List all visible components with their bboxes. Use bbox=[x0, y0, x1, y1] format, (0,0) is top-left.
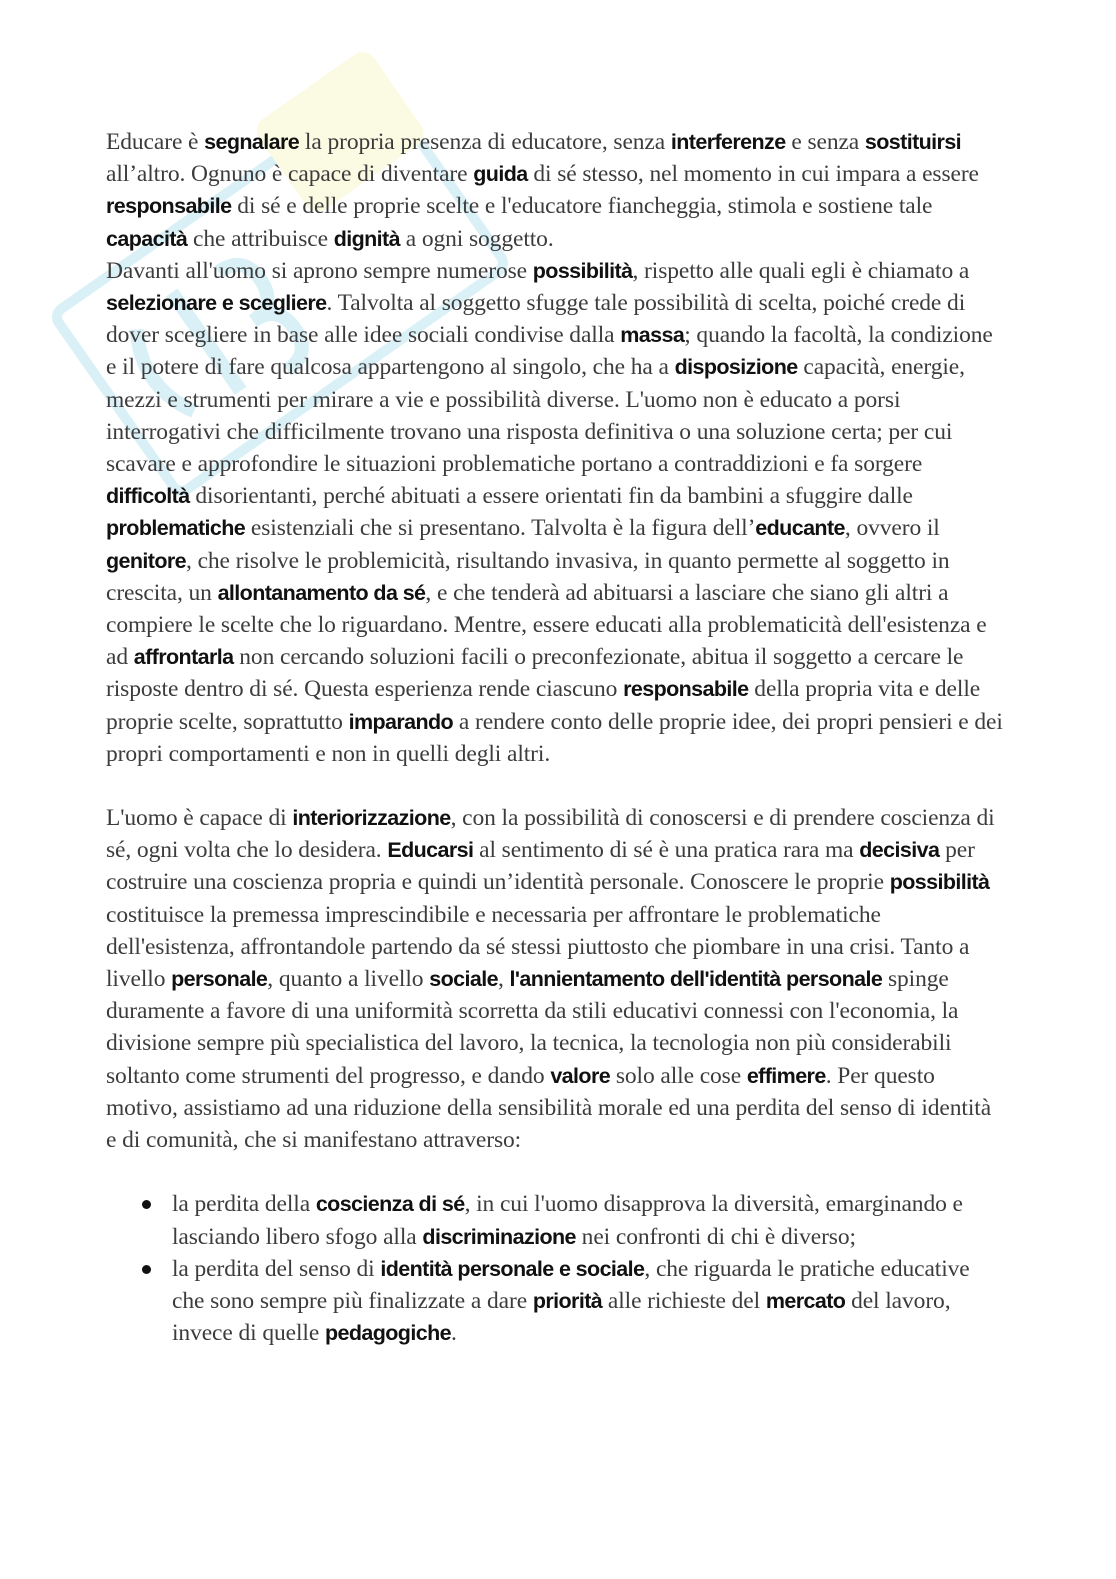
highlighted-term: possibilità bbox=[532, 258, 633, 283]
highlighted-term: Educarsi bbox=[387, 838, 474, 863]
highlighted-term: effimere bbox=[746, 1063, 826, 1088]
text-run: Davanti all'uomo si aprono sempre numerose bbox=[106, 257, 533, 284]
list-item bbox=[106, 1188, 1006, 1252]
highlighted-term: identità personale e sociale bbox=[380, 1256, 645, 1281]
text-run: , ovvero il bbox=[844, 515, 940, 542]
text-run: di sé stesso, nel momento in cui impara a essere bbox=[527, 161, 979, 188]
text-run: , bbox=[497, 966, 510, 993]
document-body bbox=[106, 126, 1006, 1349]
text-run: , e che tenderà ad abituarsi a lasciare che siano gli altri a compiere le scelte che lo riguardano. Mentre, essere educati alla problematicità dell'esistenza e ad bbox=[106, 579, 987, 671]
highlighted-term: interiorizzazione bbox=[292, 806, 451, 831]
highlighted-term: allontanamento da sé bbox=[217, 580, 426, 605]
text-run: la perdita del senso di bbox=[172, 1255, 381, 1282]
highlighted-term: possibilità bbox=[889, 870, 990, 895]
highlighted-term: l'annientamento dell'identità personale bbox=[509, 967, 883, 992]
paragraph-gap bbox=[106, 1156, 1006, 1188]
highlighted-term: massa bbox=[620, 323, 685, 348]
highlighted-term: disposizione bbox=[674, 355, 798, 380]
text-run: , quanto a livello bbox=[267, 966, 430, 993]
text-run: la propria presenza di educatore, senza bbox=[299, 129, 671, 155]
highlighted-term: capacità bbox=[106, 226, 188, 251]
bullet-list bbox=[106, 1188, 1006, 1349]
highlighted-term: mercato bbox=[765, 1288, 846, 1313]
text-run: al sentimento di sé è una pratica rara ma bbox=[473, 837, 860, 864]
list-item bbox=[106, 1253, 1006, 1350]
text-run: capacità, energie, mezzi e strumenti per mirare a vie e possibilità diverse. L'uomo non è educato a porsi interrogativi che difficilmente trovano una risposta definitiva o una soluzione certa; per cui scavare e approfondire le situazioni problematiche portano a contraddizioni e fa sorgere bbox=[106, 354, 965, 478]
highlighted-term: problematiche bbox=[106, 516, 246, 541]
text-run: del lavoro, invece di quelle bbox=[172, 1287, 951, 1347]
highlighted-term: genitore bbox=[106, 548, 187, 573]
paragraph bbox=[106, 126, 1006, 770]
highlighted-term: imparando bbox=[348, 709, 454, 734]
highlighted-term: priorità bbox=[532, 1288, 603, 1313]
paragraph-gap bbox=[106, 770, 1006, 802]
highlighted-term: sociale bbox=[429, 967, 498, 992]
highlighted-term: interferenze bbox=[670, 130, 786, 154]
highlighted-term: responsabile bbox=[106, 194, 232, 219]
bullet-icon bbox=[142, 1200, 151, 1209]
text-run: , che risolve le problemicità, risultando invasiva, in quanto permette al soggetto in crescita, un bbox=[106, 547, 950, 606]
text-run: ; quando la facoltà, la condizione e il potere di fare qualcosa appartengono al singolo, che ha a bbox=[106, 322, 993, 381]
text-run: di sé e delle proprie scelte e l'educatore fiancheggia, stimola e sostiene tale bbox=[231, 193, 933, 220]
text-run: alle richieste del bbox=[602, 1287, 766, 1314]
text-run: esistenziali che si presentano. Talvolta è la figura dell’ bbox=[245, 515, 756, 542]
highlighted-term: affrontarla bbox=[133, 645, 234, 670]
text-run: nei confronti di chi è diverso; bbox=[575, 1223, 856, 1250]
highlighted-term: difficoltà bbox=[106, 484, 190, 509]
highlighted-term: personale bbox=[171, 967, 268, 992]
highlighted-term: pedagogiche bbox=[324, 1321, 451, 1346]
text-run: per costruire una coscienza propria e quindi un’identità personale. Conoscere le proprie bbox=[106, 837, 975, 896]
highlighted-term: responsabile bbox=[623, 677, 749, 702]
text-run: , in cui l'uomo disapprova la diversità, emarginando e lasciando libero sfogo alla bbox=[172, 1191, 963, 1250]
highlighted-term: coscienza di sé bbox=[315, 1192, 465, 1217]
text-run: Educare è bbox=[106, 129, 205, 155]
text-run: della propria vita e delle proprie scelte, soprattutto bbox=[106, 676, 981, 735]
highlighted-term: decisiva bbox=[859, 838, 940, 863]
bullet-icon bbox=[142, 1265, 151, 1274]
highlighted-term: sostituirsi bbox=[864, 130, 962, 154]
text-run: disorientanti, perché abituati a essere orientati fin da bambini a sfuggire dalle bbox=[189, 483, 913, 510]
text-run: non cercando soluzioni facili o preconfezionate, abitua il soggetto a cercare le risposte dentro di sé. Questa esperienza rende ciascuno bbox=[106, 644, 964, 703]
highlighted-term: selezionare e scegliere bbox=[106, 291, 327, 316]
text-run: , rispetto alle quali egli è chiamato a bbox=[632, 257, 970, 284]
text-run: , con la possibilità di conoscersi e di prendere coscienza di sé, ogni volta che lo desidera. bbox=[106, 805, 995, 864]
text-run: L'uomo è capace di bbox=[106, 805, 293, 832]
text-run: . Talvolta al soggetto sfugge tale possibilità di scelta, poiché crede di dover scegliere in base alle idee sociali condivise dalla bbox=[106, 290, 966, 349]
text-run: . Per questo motivo, assistiamo ad una riduzione della sensibilità morale ed una perdita del senso di identità e di comunità, che si manifestano attraverso: bbox=[106, 1062, 992, 1154]
text-run: costituisce la premessa imprescindibile e necessaria per affrontare le problematiche dell'esistenza, affrontandole partendo da sé stessi piuttosto che piombare in una crisi. Tanto a livello bbox=[106, 901, 970, 993]
text-run: la perdita della bbox=[172, 1191, 316, 1218]
text-run: . bbox=[450, 1320, 457, 1347]
text-run: , che riguarda le pratiche educative che sono sempre più finalizzate a dare bbox=[172, 1255, 970, 1314]
text-run: a ogni soggetto. bbox=[399, 225, 554, 252]
highlighted-term: segnalare bbox=[204, 130, 300, 154]
text-run: spinge duramente a favore di una uniformità scorretta da stili educativi connessi con l'economia, la divisione sempre più specialistica del lavoro, la tecnica, la tecnologia non più considerabili soltanto come strumenti del progresso, e dando bbox=[106, 966, 959, 1089]
highlighted-term: educante bbox=[755, 516, 845, 541]
text-run: a rendere conto delle proprie idee, dei propri pensieri e dei propri comportamenti e non in quelli degli altri. bbox=[106, 708, 1003, 767]
highlighted-term: guida bbox=[473, 162, 528, 187]
highlighted-term: dignità bbox=[333, 226, 400, 251]
highlighted-term: valore bbox=[550, 1063, 611, 1088]
text-run: e senza bbox=[785, 129, 865, 155]
text-run: all’altro. Ognuno è capace di diventare bbox=[106, 161, 474, 188]
text-run: solo alle cose bbox=[610, 1062, 747, 1089]
text-run: che attribuisce bbox=[187, 225, 334, 252]
paragraph bbox=[106, 802, 1006, 1156]
highlighted-term: discriminazione bbox=[422, 1224, 576, 1249]
